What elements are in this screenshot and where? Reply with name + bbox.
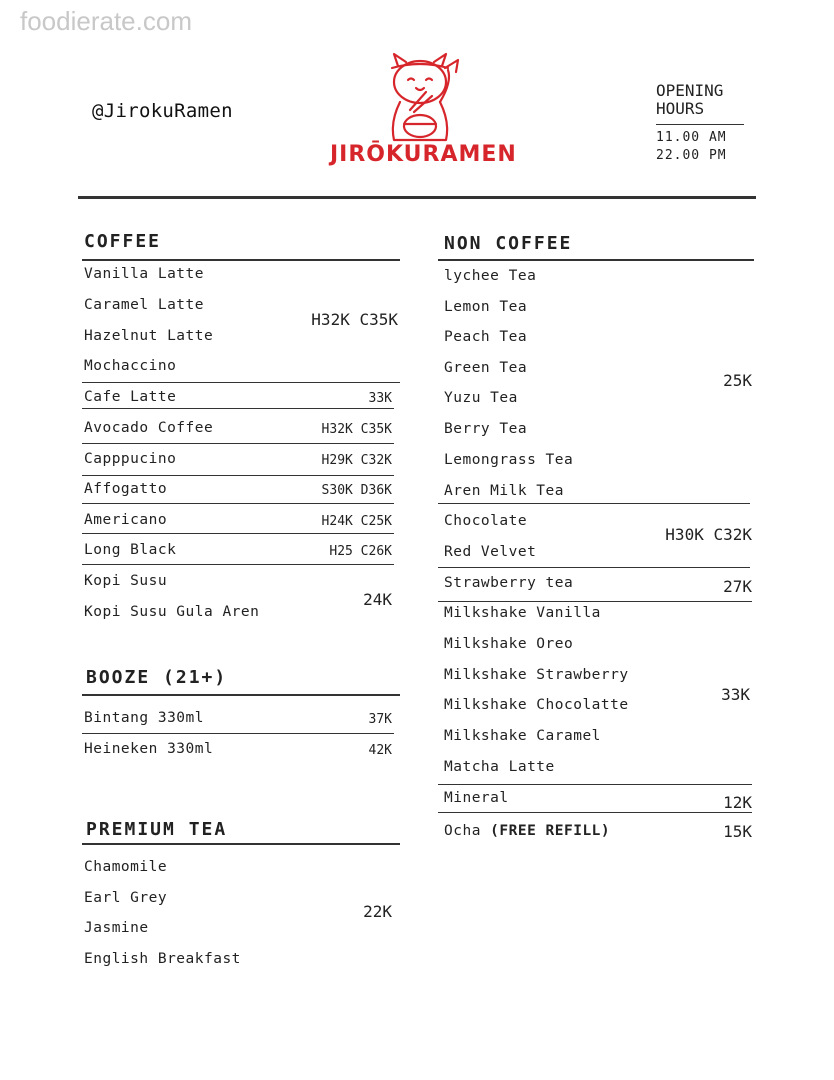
menu-item: Hazelnut Latte [84,328,214,344]
menu-item: lychee Tea [444,268,537,284]
menu-item: Berry Tea [444,421,528,437]
item-price: S30K D36K [321,483,392,498]
item-price: H24K C25K [321,514,392,529]
item-price: H32K C35K [321,422,392,437]
item-price: 37K [368,712,392,727]
group-price: 22K [363,902,392,921]
item-price: 42K [368,743,392,758]
logo-text: JIRŌKURAMEN [330,142,517,167]
watermark: foodierate.com [20,6,192,36]
hours-title-line2: HOURS [656,99,705,118]
menu-item: Capppucino [84,451,177,467]
menu-item: Avocado Coffee [84,420,214,436]
menu-item: Strawberry tea [444,575,574,591]
menu-item: Americano [84,512,168,528]
premium-tea-rule [82,843,400,845]
row-divider [82,533,394,534]
group-price: H32K C35K [311,310,398,329]
menu-item: Aren Milk Tea [444,483,564,499]
menu-item: Caramel Latte [84,297,204,313]
free-refill-note: (FREE REFILL) [490,823,611,839]
logo [330,52,517,177]
menu-item: Mineral [444,790,509,806]
hours-title-line1: OPENING [656,81,724,100]
group-price: H30K C32K [665,525,752,544]
menu-item: Affogatto [84,481,168,497]
header-divider [78,196,756,199]
menu-item: Vanilla Latte [84,266,204,282]
lucky-cat-icon [330,52,510,147]
menu-item: Cafe Latte [84,389,177,405]
group-price: 33K [721,685,750,704]
menu-item: Lemongrass Tea [444,452,574,468]
row-divider [82,503,394,504]
item-price: 12K [723,793,752,812]
non-coffee-rule [438,259,754,261]
non-coffee-title: NON COFFEE [444,233,573,254]
menu-item: Jasmine [84,920,149,936]
item-price: 33K [368,391,392,406]
item-price: H29K C32K [321,453,392,468]
row-divider [438,503,750,504]
menu-item: Heineken 330ml [84,741,214,757]
row-divider [438,567,750,568]
menu-item-name: Ocha [444,823,481,839]
hours-title [656,82,744,125]
row-divider [82,408,394,409]
menu-item: Chocolate [444,513,528,529]
menu-item: Long Black [84,542,177,558]
row-divider [438,812,752,813]
row-divider [82,443,394,444]
opening-hours [656,82,744,165]
row-divider [82,564,394,565]
menu-item: Bintang 330ml [84,710,204,726]
menu-item: Milkshake Caramel [444,728,601,744]
menu-item-ocha [444,823,610,839]
menu-item: Matcha Latte [444,759,555,775]
menu-item: Milkshake Strawberry [444,667,629,683]
menu-item: Red Velvet [444,544,537,560]
close-time: 22.00 PM [656,148,727,163]
menu-item: Kopi Susu [84,573,168,589]
item-price: H25 C26K [329,544,392,559]
coffee-title: COFFEE [84,231,162,252]
menu-item: Lemon Tea [444,299,528,315]
menu-item: Milkshake Vanilla [444,605,601,621]
group-price: 25K [723,371,752,390]
menu-item: Kopi Susu Gula Aren [84,604,260,620]
menu-item: English Breakfast [84,951,241,967]
menu-item: Earl Grey [84,890,168,906]
instagram-handle: @JirokuRamen [92,100,233,122]
menu-item: Green Tea [444,360,528,376]
item-price: 27K [723,577,752,596]
row-divider [82,733,394,734]
row-divider [82,475,394,476]
row-divider [438,601,752,602]
menu-item: Peach Tea [444,329,528,345]
menu-item: Mochaccino [84,358,177,374]
menu-item: Yuzu Tea [444,390,518,406]
item-price: 15K [723,822,752,841]
booze-rule [82,694,400,696]
open-time: 11.00 AM [656,130,727,145]
premium-tea-title: PREMIUM TEA [86,819,228,840]
menu-item: Chamomile [84,859,168,875]
menu-item: Milkshake Oreo [444,636,574,652]
row-divider [438,784,752,785]
menu-item: Milkshake Chocolatte [444,697,629,713]
coffee-rule [82,259,400,261]
group-price: 24K [363,590,392,609]
booze-title: BOOZE (21+) [86,667,228,688]
row-divider [82,382,400,383]
